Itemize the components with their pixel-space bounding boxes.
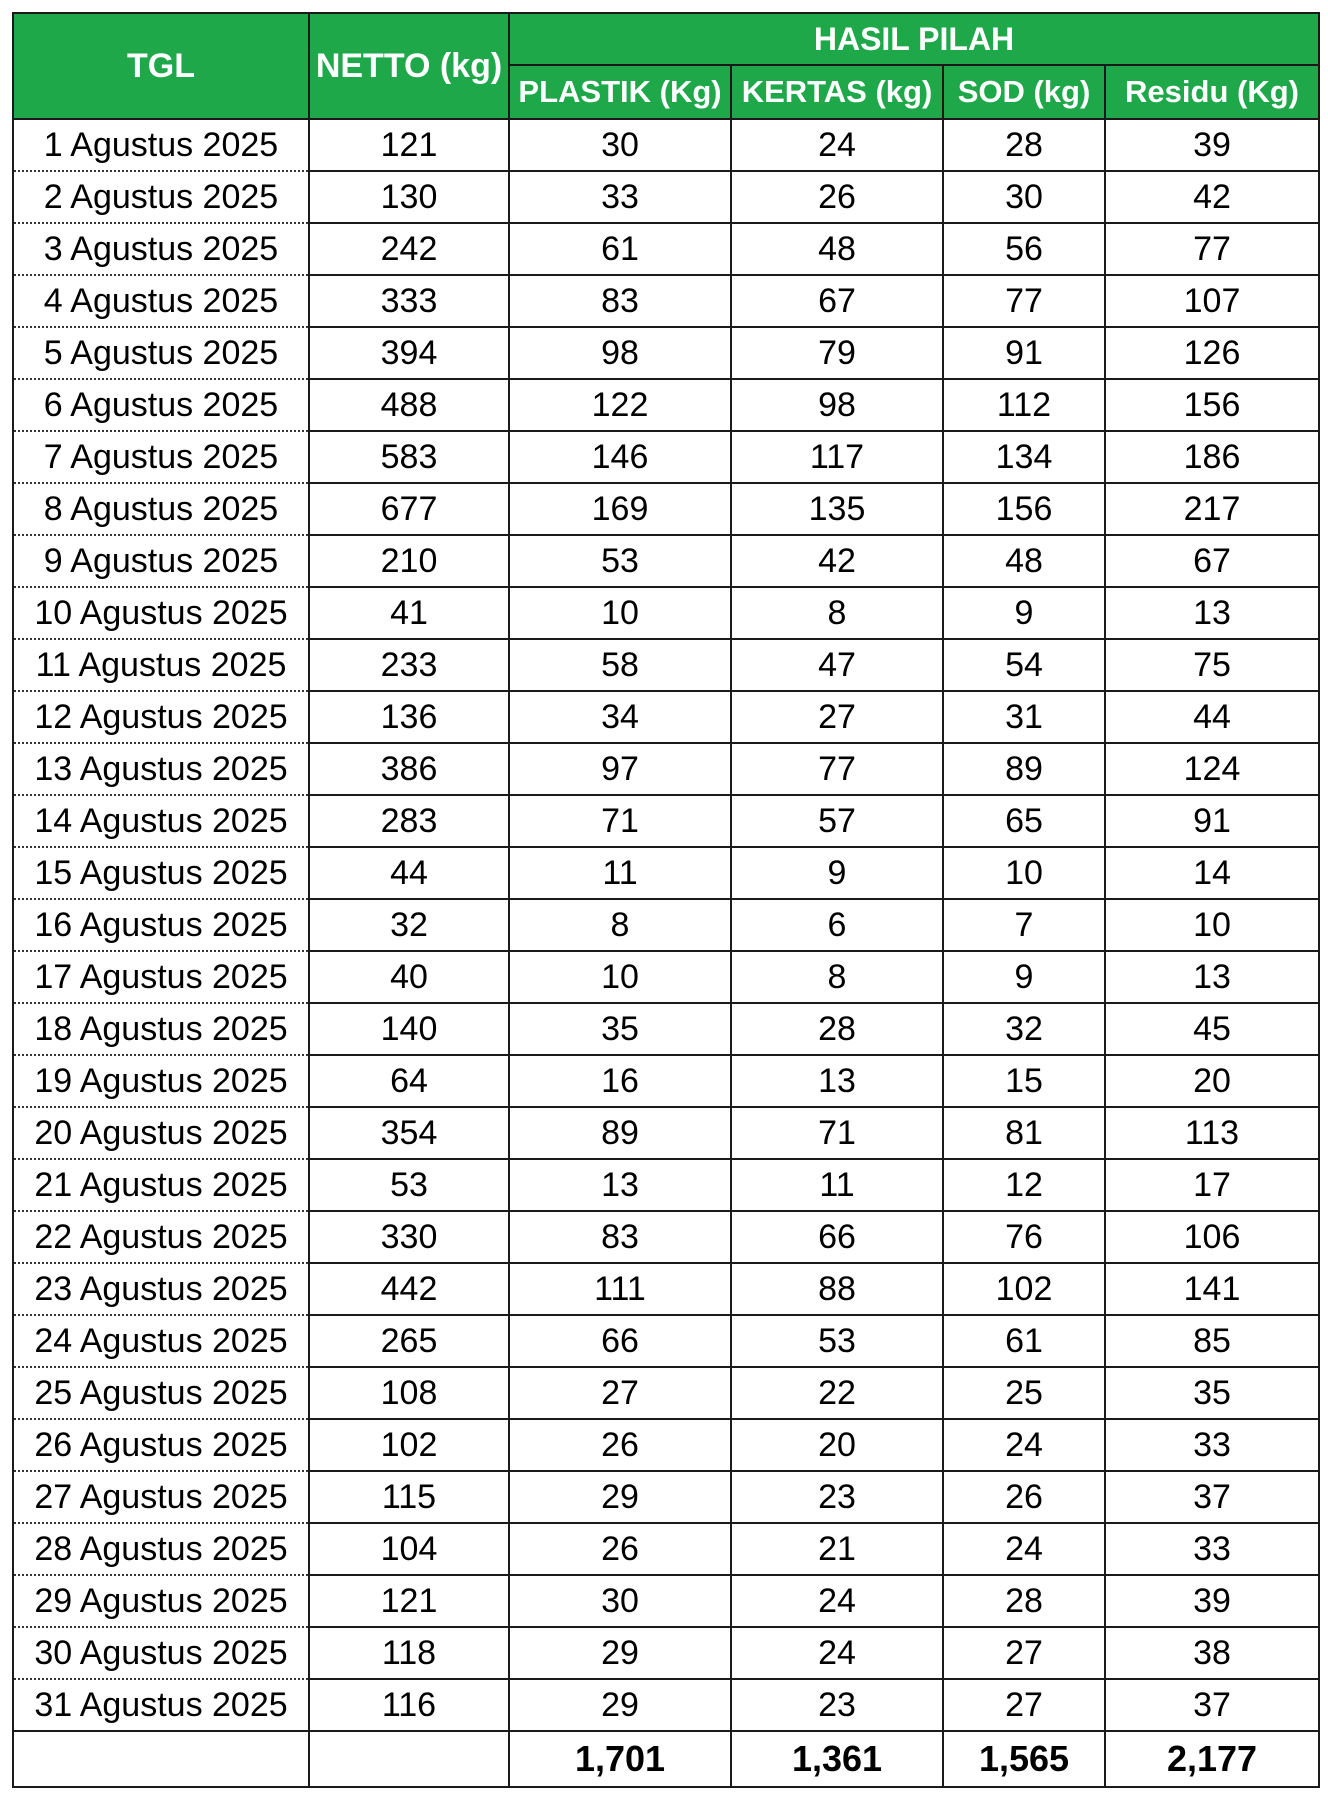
cell-sod: 27 xyxy=(943,1679,1105,1731)
cell-tgl: 28 Agustus 2025 xyxy=(13,1523,309,1575)
cell-plastik: 27 xyxy=(509,1367,731,1419)
cell-plastik: 58 xyxy=(509,639,731,691)
cell-sod: 28 xyxy=(943,1575,1105,1627)
cell-netto: 233 xyxy=(309,639,509,691)
cell-plastik: 89 xyxy=(509,1107,731,1159)
cell-kertas: 6 xyxy=(731,899,943,951)
cell-sod: 25 xyxy=(943,1367,1105,1419)
cell-netto: 115 xyxy=(309,1471,509,1523)
table-body xyxy=(13,119,1319,1787)
table-row xyxy=(13,483,1319,535)
table-row xyxy=(13,1315,1319,1367)
cell-netto: 118 xyxy=(309,1627,509,1679)
cell-residu: 13 xyxy=(1105,587,1319,639)
cell-plastik: 98 xyxy=(509,327,731,379)
header-sod: SOD (kg) xyxy=(943,65,1105,119)
cell-netto: 136 xyxy=(309,691,509,743)
cell-plastik: 97 xyxy=(509,743,731,795)
cell-residu: 186 xyxy=(1105,431,1319,483)
cell-tgl: 6 Agustus 2025 xyxy=(13,379,309,431)
cell-residu: 39 xyxy=(1105,119,1319,171)
cell-netto: 108 xyxy=(309,1367,509,1419)
cell-plastik: 35 xyxy=(509,1003,731,1055)
table-row xyxy=(13,795,1319,847)
cell-plastik: 83 xyxy=(509,275,731,327)
cell-netto: 677 xyxy=(309,483,509,535)
table-row xyxy=(13,327,1319,379)
cell-tgl: 17 Agustus 2025 xyxy=(13,951,309,1003)
cell-kertas: 23 xyxy=(731,1679,943,1731)
cell-residu: 35 xyxy=(1105,1367,1319,1419)
cell-netto: 64 xyxy=(309,1055,509,1107)
cell-residu: 33 xyxy=(1105,1419,1319,1471)
cell-tgl: 1 Agustus 2025 xyxy=(13,119,309,171)
table-row xyxy=(13,1523,1319,1575)
cell-tgl: 9 Agustus 2025 xyxy=(13,535,309,587)
cell-tgl: 22 Agustus 2025 xyxy=(13,1211,309,1263)
header-row-top xyxy=(13,13,1319,65)
cell-sod: 76 xyxy=(943,1211,1105,1263)
cell-plastik: 169 xyxy=(509,483,731,535)
cell-kertas: 24 xyxy=(731,1575,943,1627)
cell-residu: 37 xyxy=(1105,1679,1319,1731)
cell-residu: 38 xyxy=(1105,1627,1319,1679)
cell-tgl: 19 Agustus 2025 xyxy=(13,1055,309,1107)
cell-netto: 583 xyxy=(309,431,509,483)
cell-kertas: 8 xyxy=(731,587,943,639)
cell-sod: 102 xyxy=(943,1263,1105,1315)
cell-residu: 106 xyxy=(1105,1211,1319,1263)
cell-residu: 39 xyxy=(1105,1575,1319,1627)
cell-residu: 124 xyxy=(1105,743,1319,795)
cell-residu: 217 xyxy=(1105,483,1319,535)
cell-sod: 89 xyxy=(943,743,1105,795)
cell-netto: 265 xyxy=(309,1315,509,1367)
total-kertas: 1,361 xyxy=(731,1731,943,1787)
table-row xyxy=(13,1471,1319,1523)
table-row xyxy=(13,1107,1319,1159)
cell-plastik: 11 xyxy=(509,847,731,899)
cell-tgl: 14 Agustus 2025 xyxy=(13,795,309,847)
table-row xyxy=(13,639,1319,691)
cell-residu: 37 xyxy=(1105,1471,1319,1523)
cell-netto: 44 xyxy=(309,847,509,899)
cell-tgl: 8 Agustus 2025 xyxy=(13,483,309,535)
cell-plastik: 13 xyxy=(509,1159,731,1211)
cell-residu: 156 xyxy=(1105,379,1319,431)
cell-plastik: 34 xyxy=(509,691,731,743)
cell-sod: 81 xyxy=(943,1107,1105,1159)
cell-residu: 91 xyxy=(1105,795,1319,847)
cell-residu: 126 xyxy=(1105,327,1319,379)
cell-tgl: 3 Agustus 2025 xyxy=(13,223,309,275)
cell-sod: 134 xyxy=(943,431,1105,483)
table-row xyxy=(13,379,1319,431)
waste-sorting-table xyxy=(12,12,1320,1788)
cell-sod: 77 xyxy=(943,275,1105,327)
cell-sod: 24 xyxy=(943,1419,1105,1471)
table-row xyxy=(13,1367,1319,1419)
cell-plastik: 53 xyxy=(509,535,731,587)
cell-plastik: 30 xyxy=(509,119,731,171)
cell-tgl: 20 Agustus 2025 xyxy=(13,1107,309,1159)
cell-plastik: 71 xyxy=(509,795,731,847)
cell-kertas: 53 xyxy=(731,1315,943,1367)
cell-kertas: 57 xyxy=(731,795,943,847)
cell-sod: 9 xyxy=(943,587,1105,639)
cell-kertas: 66 xyxy=(731,1211,943,1263)
total-sod: 1,565 xyxy=(943,1731,1105,1787)
cell-netto: 116 xyxy=(309,1679,509,1731)
cell-netto: 242 xyxy=(309,223,509,275)
cell-kertas: 21 xyxy=(731,1523,943,1575)
table-row xyxy=(13,1419,1319,1471)
cell-netto: 140 xyxy=(309,1003,509,1055)
cell-netto: 104 xyxy=(309,1523,509,1575)
cell-plastik: 122 xyxy=(509,379,731,431)
cell-plastik: 66 xyxy=(509,1315,731,1367)
cell-sod: 10 xyxy=(943,847,1105,899)
cell-residu: 20 xyxy=(1105,1055,1319,1107)
cell-tgl: 15 Agustus 2025 xyxy=(13,847,309,899)
header-hasil-pilah: HASIL PILAH xyxy=(509,13,1319,65)
cell-residu: 77 xyxy=(1105,223,1319,275)
cell-residu: 107 xyxy=(1105,275,1319,327)
table-row xyxy=(13,535,1319,587)
cell-netto: 333 xyxy=(309,275,509,327)
table-row xyxy=(13,951,1319,1003)
cell-kertas: 13 xyxy=(731,1055,943,1107)
cell-netto: 386 xyxy=(309,743,509,795)
cell-tgl: 23 Agustus 2025 xyxy=(13,1263,309,1315)
cell-plastik: 26 xyxy=(509,1419,731,1471)
cell-plastik: 29 xyxy=(509,1627,731,1679)
table-row xyxy=(13,847,1319,899)
cell-plastik: 16 xyxy=(509,1055,731,1107)
cell-kertas: 67 xyxy=(731,275,943,327)
cell-kertas: 28 xyxy=(731,1003,943,1055)
table-header xyxy=(13,13,1319,119)
cell-tgl: 16 Agustus 2025 xyxy=(13,899,309,951)
header-netto: NETTO (kg) xyxy=(309,13,509,119)
cell-sod: 65 xyxy=(943,795,1105,847)
table-row xyxy=(13,691,1319,743)
cell-kertas: 27 xyxy=(731,691,943,743)
cell-kertas: 48 xyxy=(731,223,943,275)
cell-kertas: 24 xyxy=(731,119,943,171)
cell-residu: 42 xyxy=(1105,171,1319,223)
cell-netto: 354 xyxy=(309,1107,509,1159)
cell-sod: 91 xyxy=(943,327,1105,379)
cell-plastik: 111 xyxy=(509,1263,731,1315)
total-plastik: 1,701 xyxy=(509,1731,731,1787)
cell-plastik: 33 xyxy=(509,171,731,223)
cell-tgl: 27 Agustus 2025 xyxy=(13,1471,309,1523)
cell-kertas: 77 xyxy=(731,743,943,795)
table-row xyxy=(13,275,1319,327)
cell-tgl: 31 Agustus 2025 xyxy=(13,1679,309,1731)
cell-sod: 112 xyxy=(943,379,1105,431)
cell-plastik: 61 xyxy=(509,223,731,275)
table-row xyxy=(13,587,1319,639)
cell-netto: 40 xyxy=(309,951,509,1003)
cell-sod: 26 xyxy=(943,1471,1105,1523)
cell-sod: 54 xyxy=(943,639,1105,691)
cell-tgl: 12 Agustus 2025 xyxy=(13,691,309,743)
table-row xyxy=(13,1211,1319,1263)
cell-plastik: 30 xyxy=(509,1575,731,1627)
total-tgl xyxy=(13,1731,309,1787)
table-row xyxy=(13,1055,1319,1107)
table-row xyxy=(13,743,1319,795)
cell-residu: 75 xyxy=(1105,639,1319,691)
total-netto xyxy=(309,1731,509,1787)
cell-residu: 14 xyxy=(1105,847,1319,899)
cell-plastik: 10 xyxy=(509,587,731,639)
cell-kertas: 11 xyxy=(731,1159,943,1211)
table-row xyxy=(13,1575,1319,1627)
cell-tgl: 11 Agustus 2025 xyxy=(13,639,309,691)
cell-residu: 33 xyxy=(1105,1523,1319,1575)
cell-sod: 30 xyxy=(943,171,1105,223)
header-plastik: PLASTIK (Kg) xyxy=(509,65,731,119)
cell-netto: 330 xyxy=(309,1211,509,1263)
table-row xyxy=(13,1627,1319,1679)
cell-sod: 24 xyxy=(943,1523,1105,1575)
table-row xyxy=(13,119,1319,171)
cell-netto: 130 xyxy=(309,171,509,223)
cell-kertas: 22 xyxy=(731,1367,943,1419)
table-row xyxy=(13,1159,1319,1211)
cell-netto: 488 xyxy=(309,379,509,431)
cell-kertas: 20 xyxy=(731,1419,943,1471)
cell-tgl: 29 Agustus 2025 xyxy=(13,1575,309,1627)
cell-tgl: 25 Agustus 2025 xyxy=(13,1367,309,1419)
cell-plastik: 8 xyxy=(509,899,731,951)
cell-tgl: 10 Agustus 2025 xyxy=(13,587,309,639)
cell-sod: 32 xyxy=(943,1003,1105,1055)
cell-netto: 210 xyxy=(309,535,509,587)
table-row xyxy=(13,1679,1319,1731)
cell-netto: 121 xyxy=(309,119,509,171)
totals-row xyxy=(13,1731,1319,1787)
cell-residu: 10 xyxy=(1105,899,1319,951)
cell-tgl: 30 Agustus 2025 xyxy=(13,1627,309,1679)
table-row xyxy=(13,171,1319,223)
header-kertas: KERTAS (kg) xyxy=(731,65,943,119)
cell-sod: 31 xyxy=(943,691,1105,743)
cell-plastik: 10 xyxy=(509,951,731,1003)
cell-kertas: 9 xyxy=(731,847,943,899)
cell-tgl: 24 Agustus 2025 xyxy=(13,1315,309,1367)
cell-kertas: 71 xyxy=(731,1107,943,1159)
cell-tgl: 5 Agustus 2025 xyxy=(13,327,309,379)
cell-tgl: 21 Agustus 2025 xyxy=(13,1159,309,1211)
cell-residu: 13 xyxy=(1105,951,1319,1003)
cell-kertas: 117 xyxy=(731,431,943,483)
cell-kertas: 88 xyxy=(731,1263,943,1315)
cell-kertas: 79 xyxy=(731,327,943,379)
cell-sod: 61 xyxy=(943,1315,1105,1367)
cell-kertas: 98 xyxy=(731,379,943,431)
table-row xyxy=(13,899,1319,951)
cell-tgl: 4 Agustus 2025 xyxy=(13,275,309,327)
cell-netto: 394 xyxy=(309,327,509,379)
table-row xyxy=(13,223,1319,275)
cell-tgl: 7 Agustus 2025 xyxy=(13,431,309,483)
cell-plastik: 146 xyxy=(509,431,731,483)
cell-sod: 7 xyxy=(943,899,1105,951)
cell-tgl: 2 Agustus 2025 xyxy=(13,171,309,223)
cell-plastik: 29 xyxy=(509,1471,731,1523)
cell-residu: 141 xyxy=(1105,1263,1319,1315)
cell-netto: 121 xyxy=(309,1575,509,1627)
cell-residu: 67 xyxy=(1105,535,1319,587)
cell-sod: 12 xyxy=(943,1159,1105,1211)
cell-tgl: 26 Agustus 2025 xyxy=(13,1419,309,1471)
cell-sod: 28 xyxy=(943,119,1105,171)
cell-sod: 156 xyxy=(943,483,1105,535)
cell-tgl: 13 Agustus 2025 xyxy=(13,743,309,795)
cell-kertas: 47 xyxy=(731,639,943,691)
cell-kertas: 23 xyxy=(731,1471,943,1523)
cell-residu: 44 xyxy=(1105,691,1319,743)
cell-kertas: 26 xyxy=(731,171,943,223)
cell-plastik: 26 xyxy=(509,1523,731,1575)
cell-tgl: 18 Agustus 2025 xyxy=(13,1003,309,1055)
header-residu: Residu (Kg) xyxy=(1105,65,1319,119)
cell-residu: 17 xyxy=(1105,1159,1319,1211)
table-row xyxy=(13,431,1319,483)
cell-plastik: 83 xyxy=(509,1211,731,1263)
table-row xyxy=(13,1263,1319,1315)
cell-netto: 32 xyxy=(309,899,509,951)
cell-sod: 9 xyxy=(943,951,1105,1003)
cell-sod: 56 xyxy=(943,223,1105,275)
cell-netto: 102 xyxy=(309,1419,509,1471)
cell-kertas: 8 xyxy=(731,951,943,1003)
cell-netto: 53 xyxy=(309,1159,509,1211)
header-tgl: TGL xyxy=(13,13,309,119)
table-row xyxy=(13,1003,1319,1055)
cell-kertas: 135 xyxy=(731,483,943,535)
cell-sod: 27 xyxy=(943,1627,1105,1679)
cell-residu: 113 xyxy=(1105,1107,1319,1159)
cell-kertas: 24 xyxy=(731,1627,943,1679)
cell-sod: 48 xyxy=(943,535,1105,587)
cell-kertas: 42 xyxy=(731,535,943,587)
cell-residu: 85 xyxy=(1105,1315,1319,1367)
cell-netto: 442 xyxy=(309,1263,509,1315)
cell-netto: 41 xyxy=(309,587,509,639)
cell-netto: 283 xyxy=(309,795,509,847)
cell-plastik: 29 xyxy=(509,1679,731,1731)
total-residu: 2,177 xyxy=(1105,1731,1319,1787)
cell-sod: 15 xyxy=(943,1055,1105,1107)
cell-residu: 45 xyxy=(1105,1003,1319,1055)
